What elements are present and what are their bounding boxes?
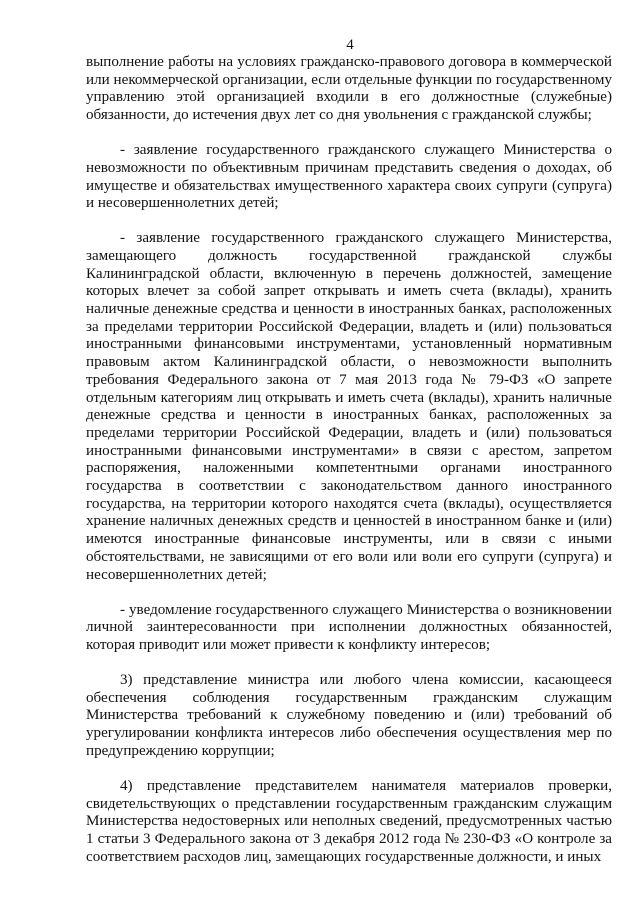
paragraph-item-3: 3) представление министра или любого члена комиссии, касающееся обеспечения соблюдения государственным гражданским служащим Министерства требований к служебному поведению и (или) требований об урегулировании конфликта интересов либо обеспечения осуществления мер по предупреждению коррупции;: [86, 671, 612, 759]
paragraph-item-4: 4) представление представителем нанимателя материалов проверки, свидетельствующих о представлении государственным гражданским служащим Министерства недостоверных или неполных сведений, предусмотренных частью 1 статьи 3 Федерального закона от 3 декабря 2012 года № 230-ФЗ «О контроле за соответствием расходов лиц, замещающих государственные должности, и иных: [86, 777, 612, 865]
page-number: 4: [346, 37, 354, 53]
paragraph-statement-income-info: - заявление государственного гражданского служащего Министерства о невозможности по объективным причинам представить сведения о доходах, об имуществе и обязательствах имущественного характера своих супруги (супруга) и несовершеннолетних детей;: [86, 142, 612, 212]
paragraph-statement-foreign-accounts: - заявление государственного гражданского служащего Министерства, замещающего должность государственной гражданской службы Калининградской области, включенную в перечень должностей, замещение которых влечет за собой запрет открывать и иметь счета (вклады), хранить наличные денежные средства и ценности в иностранных банках, расположенных за пределами территории Российской Федерации, владеть и (или) пользоваться иностранными финансовыми инструментами, установленный нормативным правовым актом Калининградской области, о невозможности выполнить требования Федерального закона от 7 мая 2013 года № 79-ФЗ «О запрете отдельным категориям лиц открывать и иметь счета (вклады), хранить наличные денежные средства и ценности в иностранных банках, расположенных за пределами территории Российской Федерации, владеть и (или) пользоваться иностранными финансовыми инструментами» в связи с арестом, запретом распоряжения, наложенными компетентными органами иностранного государства в соответствии с законодательством данного иностранного государства, на территории которого находятся счета (вклады), осуществляется хранение наличных денежных средств и ценностей в иностранном банке и (или) имеются иностранные финансовые инструменты, или в связи с иными обстоятельствами, не зависящими от его воли или воли его супруги (супруга) и несовершеннолетних детей;: [86, 230, 612, 583]
paragraph-notification-conflict: - уведомление государственного служащего Министерства о возникновении личной заинтересованности при исполнении должностных обязанностей, которая приводит или может привести к конфликту интересов;: [86, 601, 612, 653]
document-body: [86, 54, 612, 884]
paragraph-employment-continuation: выполнение работы на условиях гражданско-правового договора в коммерческой или некоммерческой организации, если отдельные функции по государственному управлению этой организацией входили в его должностные (служебные) обязанности, до истечения двух лет со дня увольнения с гражданской службы;: [86, 54, 612, 124]
